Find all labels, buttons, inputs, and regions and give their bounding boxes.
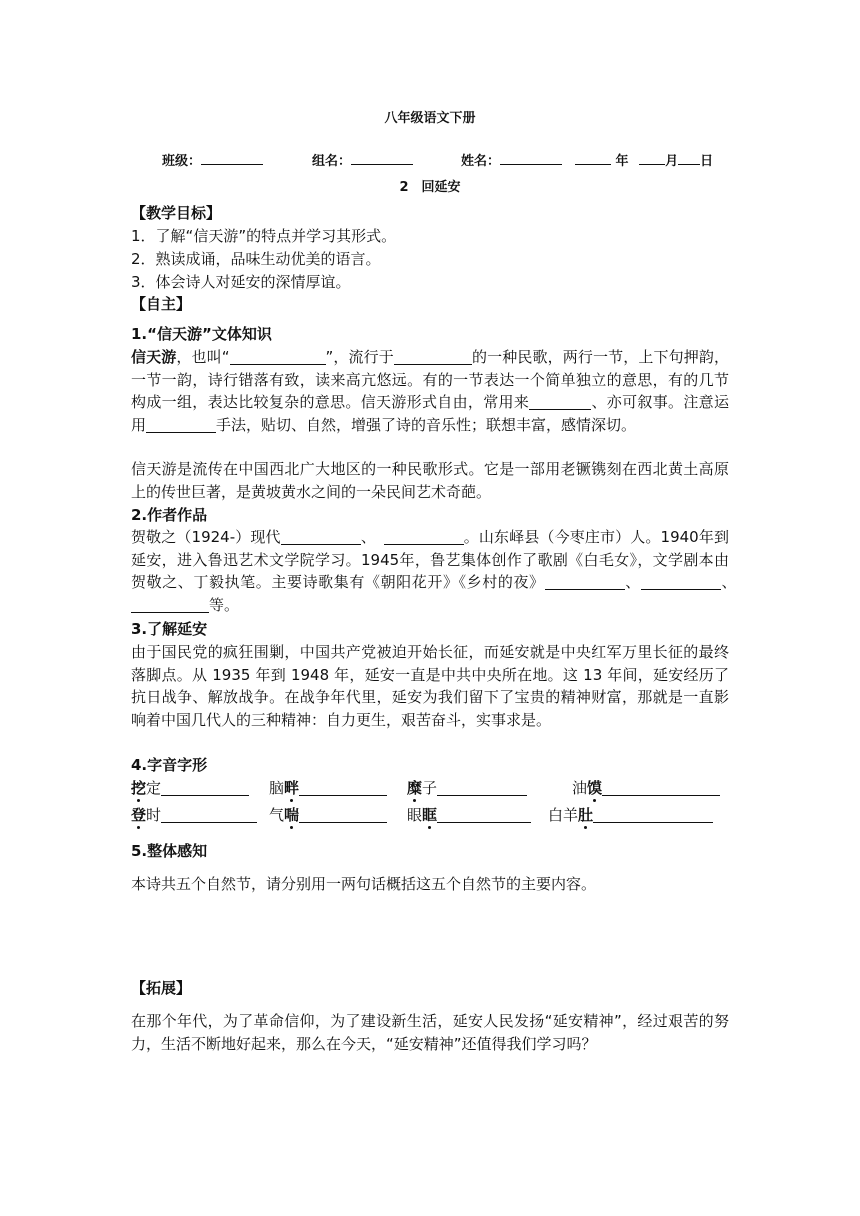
- dotted-char: 喘: [284, 806, 300, 824]
- fill-blank[interactable]: [529, 393, 591, 410]
- fill-blank[interactable]: [131, 596, 209, 613]
- char: 定: [146, 779, 162, 797]
- pinyin-blank[interactable]: [593, 806, 713, 823]
- year-blank[interactable]: [575, 151, 611, 165]
- char: 眼: [407, 806, 423, 824]
- pinyin-blank[interactable]: [299, 779, 387, 796]
- dotted-char: 糜: [407, 779, 423, 797]
- dotted-char: 畔: [284, 779, 300, 797]
- text-run: 。山东峄县（今枣庄市）人。1940年到延安，进入鲁迅艺术文学院学习。1945年，鲁艺集体创作了歌剧《白毛女》，文学剧本由贺敬之、丁毅执笔。主要诗歌集有《朝阳花开》《乡村的夜》: [131, 528, 729, 591]
- pinyin-blank[interactable]: [437, 806, 531, 823]
- text-run: 、: [624, 573, 641, 591]
- pinyin-item: [572, 777, 860, 799]
- name-field: [461, 150, 562, 169]
- text-run: ”，流行于: [325, 348, 394, 366]
- pinyin-blank[interactable]: [299, 806, 387, 823]
- term-xintianyou: 信天游: [131, 348, 177, 366]
- pinyin-blank[interactable]: [161, 806, 257, 823]
- section-1-paragraph-2: 信天游是流传在中国西北广大地区的一种民歌形式。它是一部用老镢镌刻在西北黄土高原上的传世巨著，是黄坡黄水之间的一朵民间艺术奇葩。: [131, 460, 729, 501]
- text-run: 、: [720, 573, 729, 591]
- goal-item: 2．熟读成诵，品味生动优美的语言。: [131, 250, 381, 268]
- day-blank[interactable]: [678, 151, 700, 165]
- fill-blank[interactable]: [281, 528, 361, 545]
- text-run: 等。: [209, 595, 240, 614]
- extension-paragraph: 在那个年代，为了革命信仰，为了建设新生活，延安人民发扬“延安精神”，经过艰苦的努力，生活不断地好起来，那么在今天，“延安精神”还值得我们学习吗？: [131, 1012, 729, 1053]
- text-run: 、: [360, 528, 369, 546]
- fill-blank[interactable]: [641, 573, 721, 590]
- extension-heading: 【拓展】: [131, 979, 192, 997]
- name-blank[interactable]: [500, 151, 562, 165]
- dotted-char: 登: [131, 806, 147, 824]
- section-5-paragraph: 本诗共五个自然节，请分别用一两句话概括这五个自然节的主要内容。: [131, 875, 597, 893]
- lesson-title: 2 回延安: [399, 180, 461, 195]
- month-label: 月: [665, 154, 679, 169]
- char: 时: [146, 806, 162, 824]
- goals-heading: 【教学目标】: [131, 204, 222, 222]
- pinyin-blank[interactable]: [161, 779, 249, 796]
- section-1-paragraph: [131, 346, 729, 436]
- month-blank[interactable]: [639, 151, 665, 165]
- date-field: [575, 150, 713, 169]
- fill-blank[interactable]: [545, 573, 625, 590]
- fill-blank[interactable]: [394, 348, 472, 365]
- section-5-heading: 5.整体感知: [131, 842, 208, 860]
- pinyin-blank[interactable]: [437, 779, 527, 796]
- day-label: 日: [700, 154, 714, 169]
- year-label: 年: [615, 154, 629, 169]
- char: 子: [422, 779, 438, 797]
- char: 白羊: [548, 806, 579, 824]
- group-field: [312, 150, 413, 169]
- text-run: 、亦可叙事。注意运用: [131, 393, 729, 434]
- dotted-char: 肚: [578, 806, 594, 824]
- pinyin-blank[interactable]: [602, 779, 720, 796]
- class-field: [162, 150, 263, 169]
- dotted-char: 挖: [131, 779, 147, 797]
- text-run: 手法，贴切、自然，增强了诗的音乐性；联想丰富，感情深切。: [216, 415, 637, 434]
- char: 油: [572, 779, 588, 797]
- goal-item: 3．体会诗人对延安的深情厚谊。: [131, 273, 351, 291]
- section-3-heading: 3.了解延安: [131, 620, 208, 638]
- fill-blank[interactable]: [384, 528, 464, 545]
- self-heading: 【自主】: [131, 295, 192, 313]
- goal-item: 1．了解“信天游”的特点并学习其形式。: [131, 227, 397, 245]
- char: 脑: [269, 779, 285, 797]
- name-label: 姓名：: [461, 154, 501, 169]
- pinyin-item: [548, 804, 860, 826]
- dotted-char: 眶: [422, 806, 438, 824]
- dotted-char: 馍: [587, 779, 603, 797]
- section-1-heading: 1.“信天游”文体知识: [131, 325, 272, 343]
- text-run: 的一种民歌，两行一节，上下句押韵，一节一韵，诗行错落有致，读来高亢悠远。有的一节表达一个简单独立的意思，有的几节构成一组，表达比较复杂的意思。信天游形式自由，常用来: [131, 348, 729, 411]
- text-run: 贺敬之（1924-）现代: [131, 528, 281, 546]
- section-2-heading: 2.作者作品: [131, 506, 208, 524]
- section-4-heading: 4.字音字形: [131, 756, 208, 774]
- text-run: ，也叫“: [176, 348, 230, 366]
- group-blank[interactable]: [351, 151, 413, 165]
- page-title: 八年级语文下册: [384, 111, 476, 126]
- fill-blank[interactable]: [146, 416, 216, 433]
- fill-blank[interactable]: [230, 348, 326, 365]
- char: 气: [269, 806, 285, 824]
- class-label: 班级：: [162, 154, 202, 169]
- section-3-paragraph: 由于国民党的疯狂围剿，中国共产党被迫开始长征，而延安就是中央红军万里长征的最终落脚点。从 1935 年到 1948 年，延安一直是中共中央所在地。这 13 年间，延安经历了抗日战争、解放战争。在战争年代里，延安为我们留下了宝贵的精神财富，那就是一直影响着中国几代人的三种精神：自力更生，艰苦奋斗，实事求是。: [131, 643, 729, 729]
- group-label: 组名：: [312, 154, 352, 169]
- section-2-paragraph: [131, 526, 729, 616]
- class-blank[interactable]: [201, 151, 263, 165]
